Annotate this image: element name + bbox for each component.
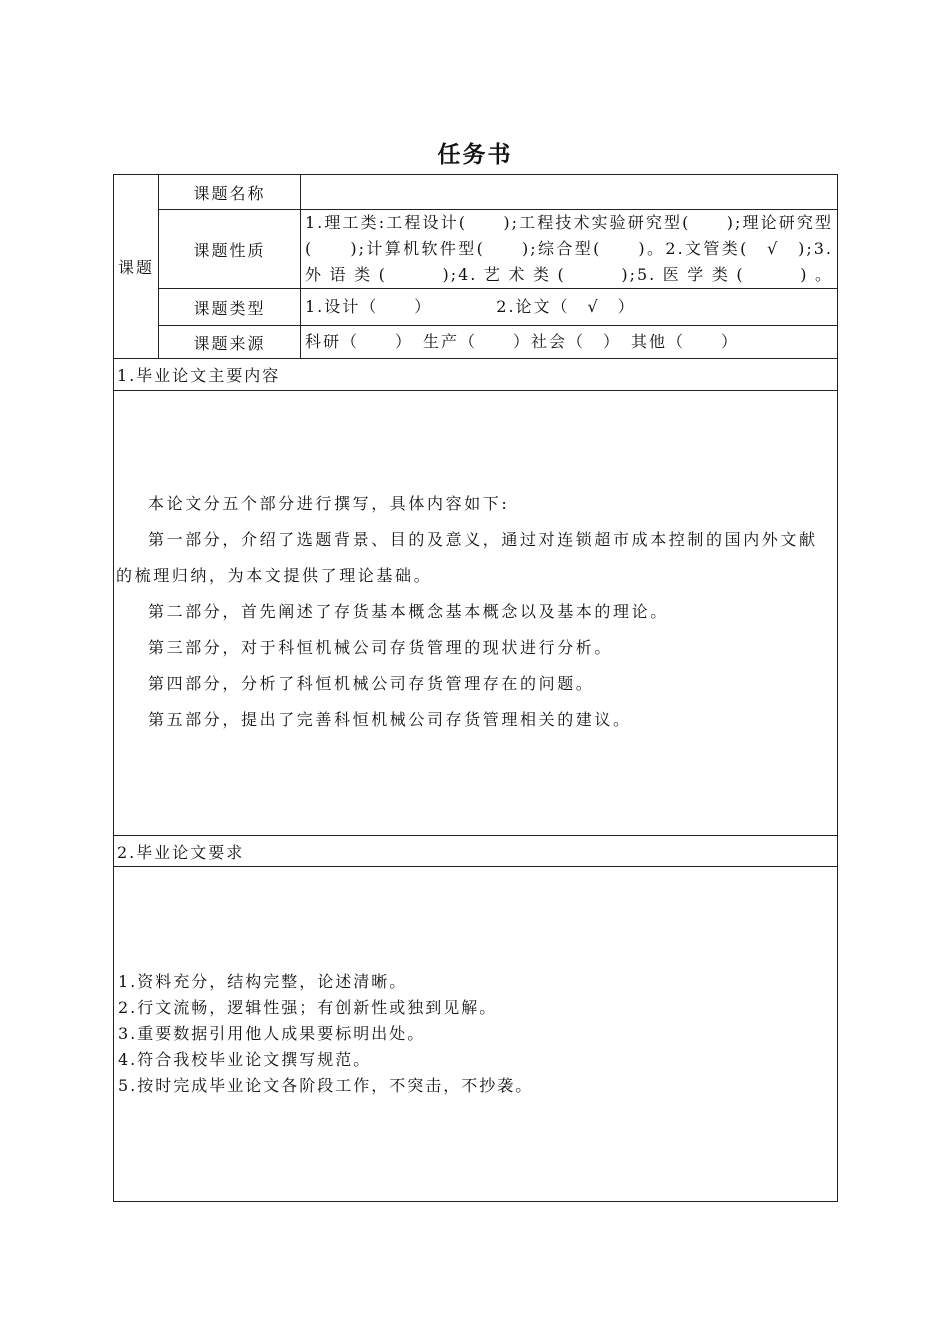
topic-source-row [114, 326, 838, 359]
section1-paragraph: 第五部分，提出了完善科恒机械公司存货管理相关的建议。 [148, 710, 632, 729]
topic-nature-label: 课题性质 [159, 210, 301, 289]
requirement-item: 4.符合我校毕业论文撰写规范。 [118, 1049, 372, 1069]
section1-paragraph: 本论文分五个部分进行撰写，具体内容如下: [148, 494, 510, 513]
section1-paragraph: 第一部分，介绍了选题背景、目的及意义，通过对连锁超市成本控制的国内外文献的梳理归纳，为本文提供了理论基础。 [116, 530, 818, 585]
topic-name-row [114, 175, 838, 210]
topic-group-label: 课题 [114, 175, 159, 359]
requirement-item: 1.资料充分，结构完整，论述清晰。 [118, 971, 408, 991]
requirement-item: 3.重要数据引用他人成果要标明出处。 [118, 1023, 426, 1043]
topic-type-label: 课题类型 [159, 289, 301, 326]
topic-nature-value [301, 210, 838, 289]
section2-heading-row [114, 836, 838, 867]
section1-heading-row [114, 359, 838, 391]
requirement-item: 2.行文流畅，逻辑性强；有创新性或独到见解。 [118, 997, 498, 1017]
section1-paragraph: 第三部分，对于科恒机械公司存货管理的现状进行分析。 [148, 638, 614, 657]
section1-body-row [114, 391, 838, 836]
topic-source-value: 科研（ ） 生产（ ）社会（ ） 其他（ ） [301, 326, 838, 359]
section2-content [114, 867, 838, 1202]
section1-paragraph: 第二部分，首先阐述了存货基本概念基本概念以及基本的理论。 [148, 602, 669, 621]
section1-paragraph: 第四部分，分析了科恒机械公司存货管理存在的问题。 [148, 674, 595, 693]
section2-heading: 2.毕业论文要求 [114, 836, 838, 867]
topic-name-label: 课题名称 [159, 175, 301, 210]
section1-heading: 1.毕业论文主要内容 [114, 359, 838, 391]
topic-type-value: 1.设计（ ） 2.论文（ √ ） [301, 289, 838, 326]
topic-nature-row [114, 210, 838, 289]
page-title: 任务书 [437, 142, 513, 168]
topic-name-value[interactable] [301, 175, 838, 210]
topic-type-row [114, 289, 838, 326]
section2-body-row [114, 867, 838, 1202]
requirement-item: 5.按时完成毕业论文各阶段工作，不突击，不抄袭。 [118, 1075, 534, 1095]
topic-source-label: 课题来源 [159, 326, 301, 359]
topic-nature-text: 1.理工类:工程设计( );工程技术实验研究型( );理论研究型( );计算机软件型( );综合型( )。2.文管类( √ );3.外语类( );4.艺术类( );5.医学类( )。 [305, 213, 833, 284]
section1-content [114, 391, 838, 836]
task-form-table [113, 174, 838, 1202]
